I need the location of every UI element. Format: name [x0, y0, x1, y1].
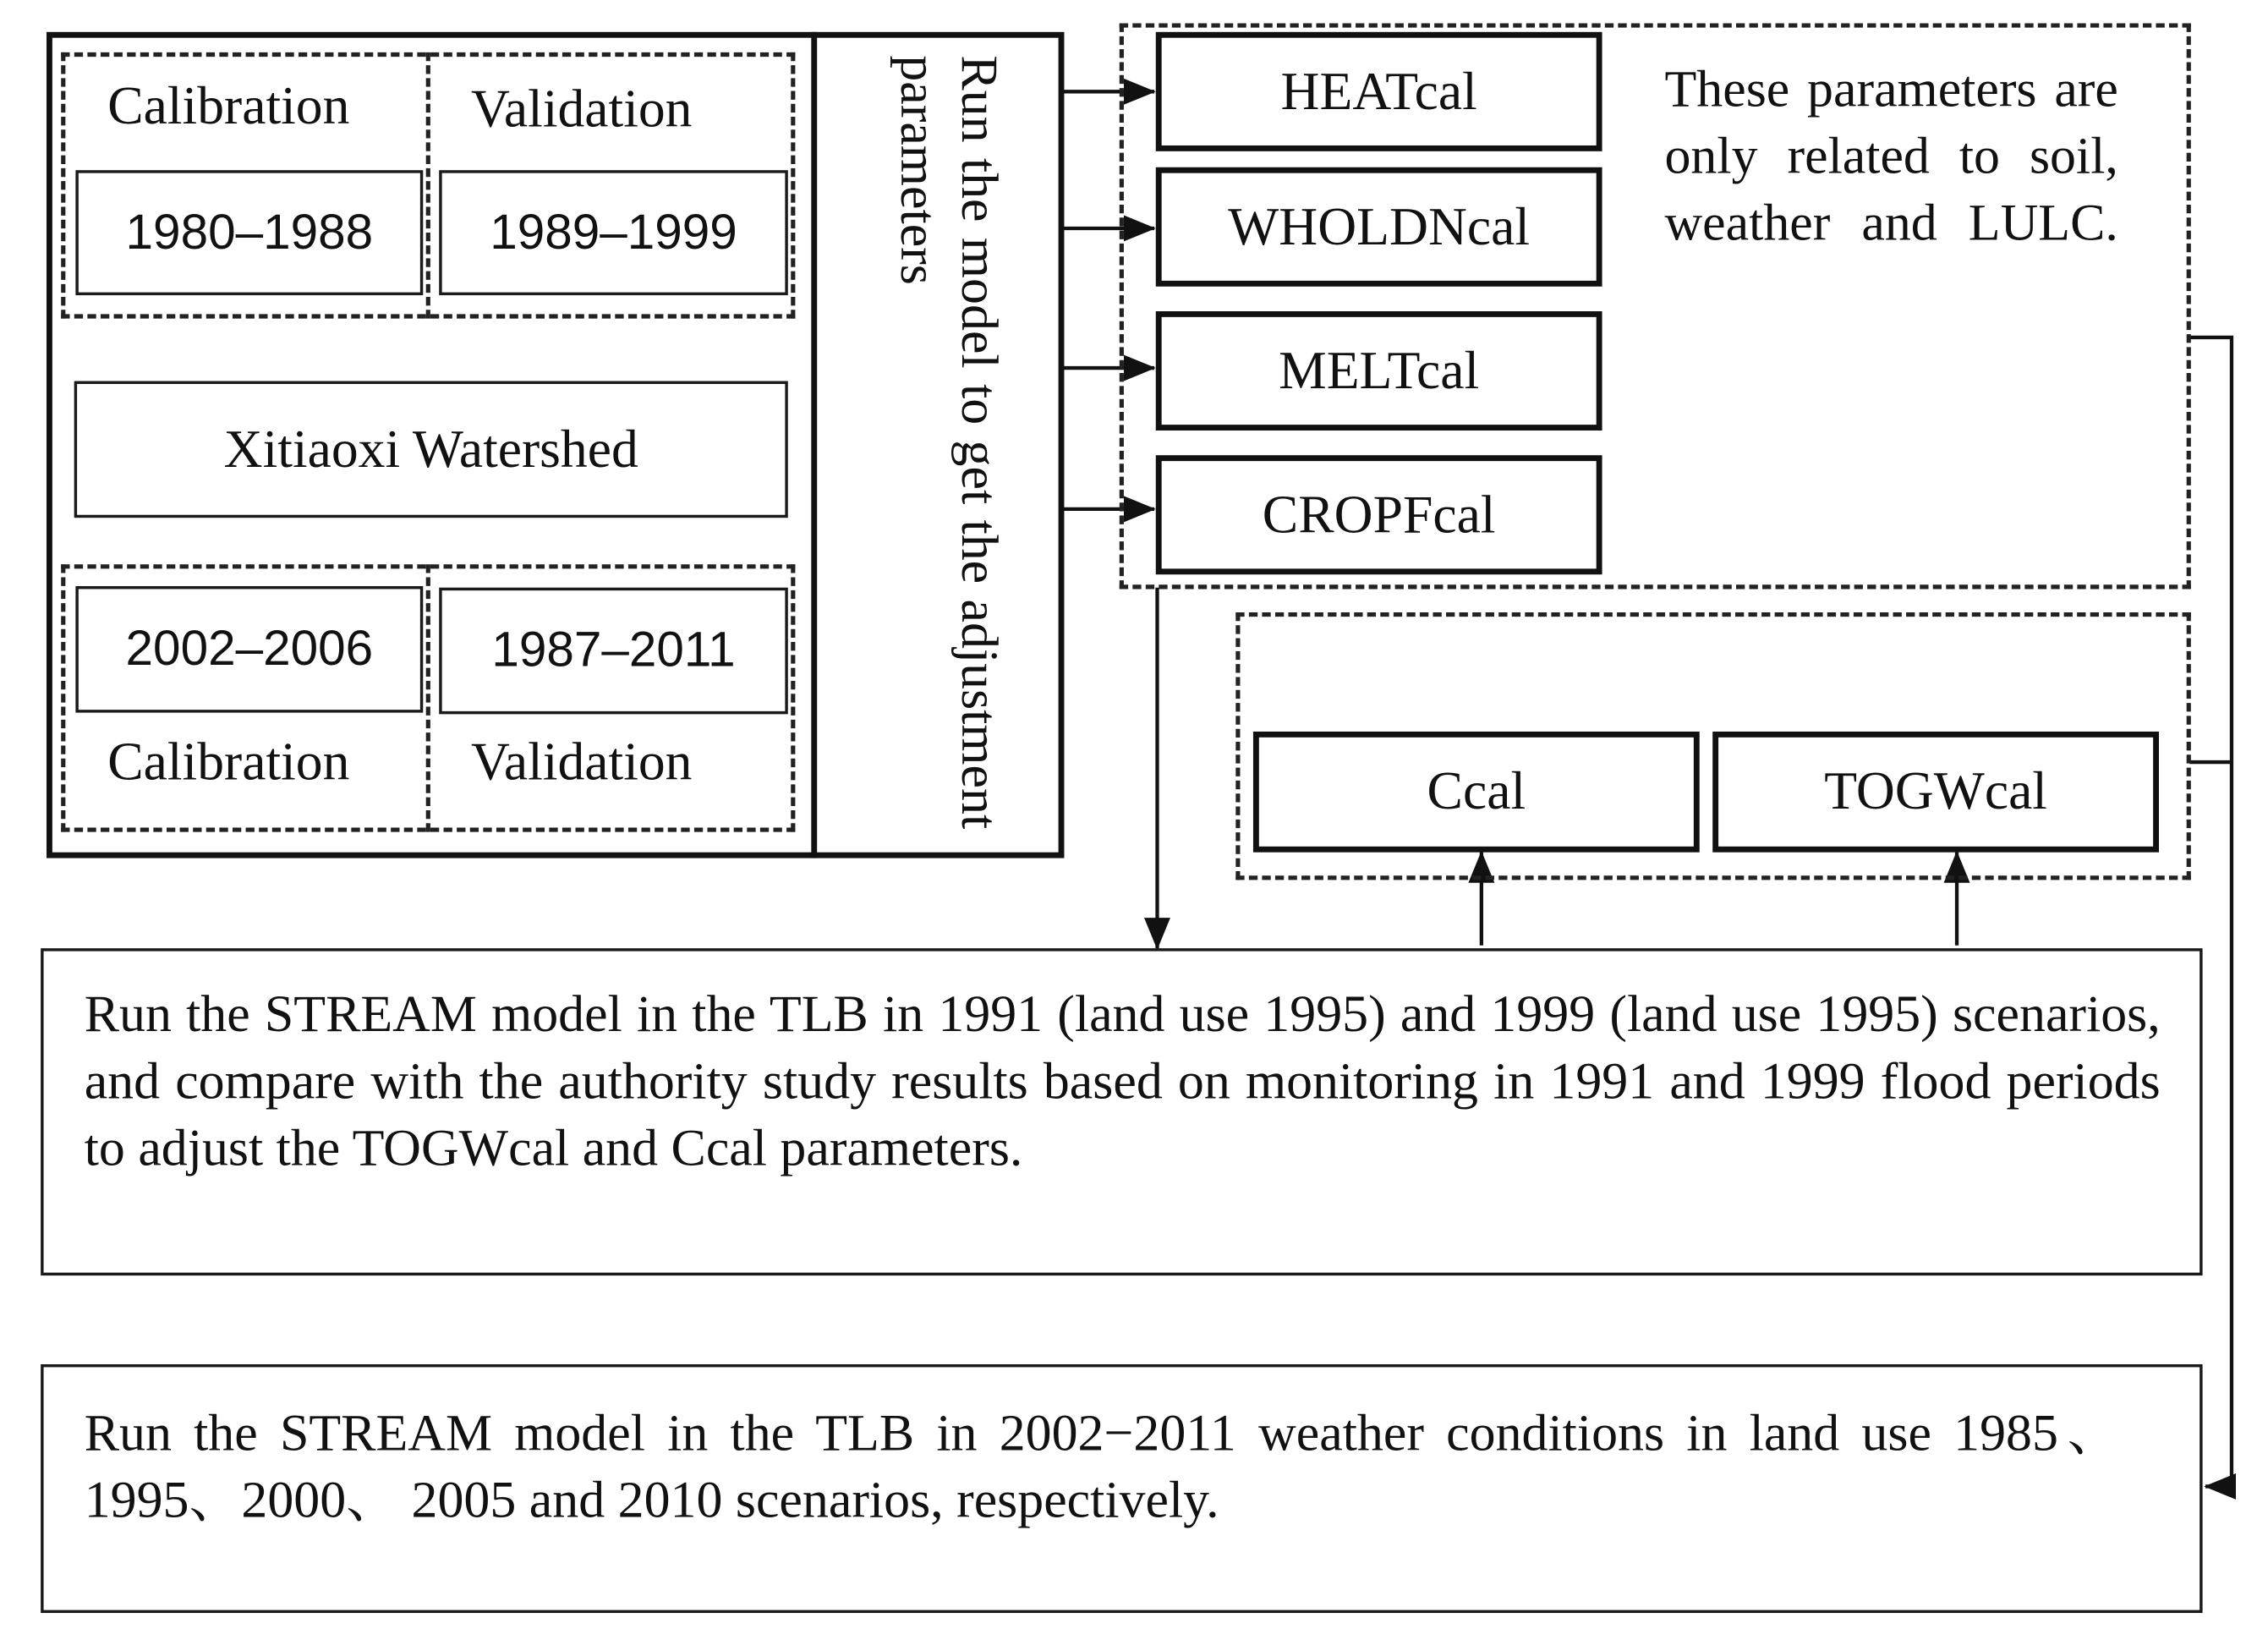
top-period-divider: [426, 52, 430, 319]
bottom-calibration-label: Calibration: [107, 732, 350, 793]
watershed-label: Xitiaoxi Watershed: [74, 381, 788, 518]
panel-divider: [811, 32, 817, 858]
param-wholdncal: WHOLDNcal: [1156, 167, 1602, 287]
param-togwcal: TOGWcal: [1712, 732, 2159, 853]
scenario-step-text: Run the STREAM model in the TLB in 2002−2011 weather conditions in land use 1985、1995、2000、 2005 and 2010 scenarios, respectively.: [84, 1403, 2120, 1529]
top-validation-period: 1989–1999: [439, 170, 788, 295]
scenario-step: [41, 1364, 2202, 1613]
bottom-validation-label: Validation: [471, 732, 693, 793]
top-calibration-period: 1980–1988: [75, 170, 423, 295]
param-heatcal: HEATcal: [1156, 32, 1602, 151]
param-cropfcal: CROPFcal: [1156, 455, 1602, 574]
bottom-period-divider: [426, 564, 430, 831]
flood-period-step: [41, 948, 2202, 1275]
parameter-note: These parameters are only related to soil, weather and LULC.: [1664, 59, 2118, 252]
param-meltcal: MELTcal: [1156, 311, 1602, 431]
run-model-text: Run the model to get the adjustment parameters: [890, 55, 1010, 830]
bracket-to-scenario-step: [2189, 337, 2232, 1486]
top-calibration-label: Calibration: [107, 77, 350, 137]
bottom-calibration-period: 2002–2006: [75, 586, 423, 713]
top-validation-label: Validation: [471, 80, 693, 140]
flood-period-step-text: Run the STREAM model in the TLB in 1991 (land use 1995) and 1999 (land use 1995) scenarios, and compare with the authority study results based on monitoring in 1991 and 1999 flood periods to adjust the TOGWcal and Ccal parameters.: [84, 985, 2161, 1177]
bottom-validation-period: 1987–2011: [439, 588, 788, 715]
param-ccal: Ccal: [1253, 732, 1700, 853]
